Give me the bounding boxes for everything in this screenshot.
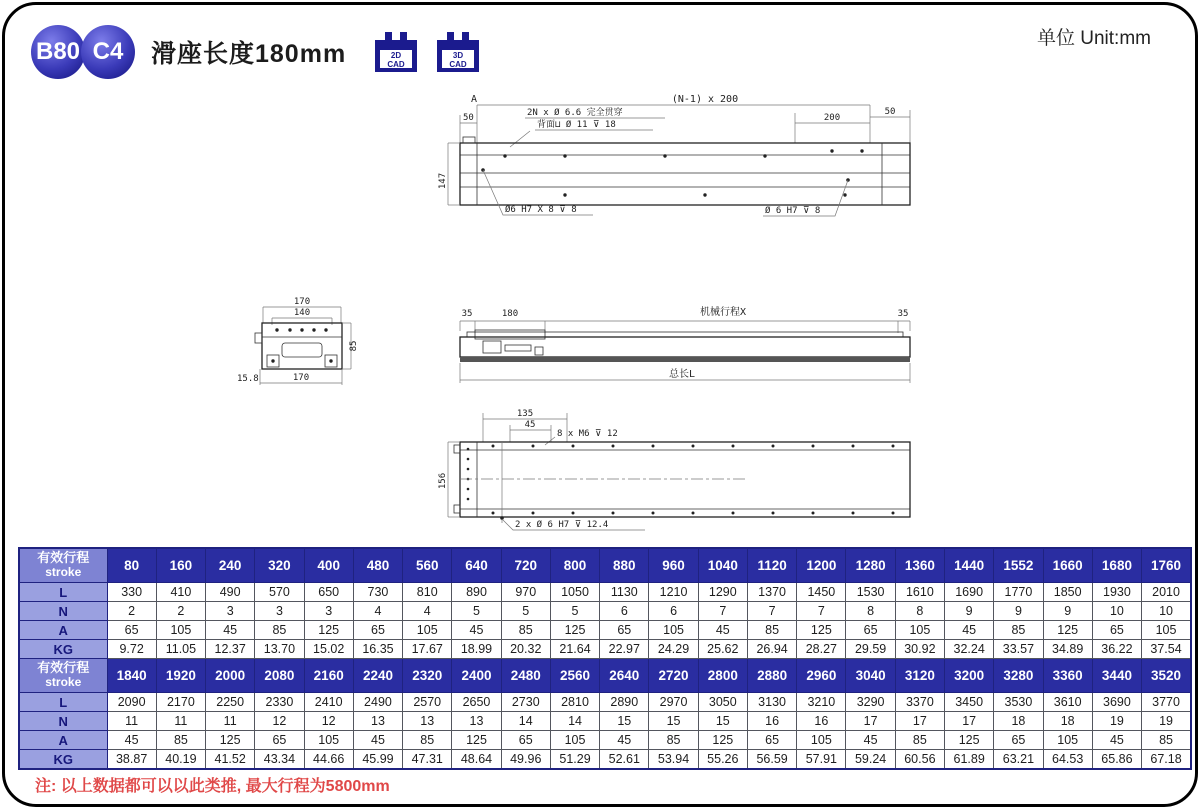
table-cell: 9: [994, 602, 1043, 621]
spec-table: [18, 547, 1192, 770]
table-cell: 2480: [501, 659, 550, 693]
cad-3d-icon[interactable]: [434, 30, 482, 74]
table-cell: 3520: [1142, 659, 1191, 693]
table-cell: 15.02: [304, 640, 353, 659]
table-cell: 105: [797, 731, 846, 750]
table-cell: 125: [206, 731, 255, 750]
table-cell: KG: [19, 750, 107, 770]
table-cell: 2570: [403, 693, 452, 712]
dim-label: 35: [461, 309, 473, 319]
table-cell: 12.37: [206, 640, 255, 659]
dim-label: 45: [524, 420, 536, 430]
table-cell: 13: [403, 712, 452, 731]
table-cell: 125: [550, 621, 599, 640]
table-cell: 65: [747, 731, 796, 750]
table-cell: 2880: [747, 659, 796, 693]
table-cell: 1130: [600, 583, 649, 602]
table-cell: 52.61: [600, 750, 649, 770]
table-cell: 10: [1142, 602, 1191, 621]
table-cell: N: [19, 602, 107, 621]
table-row-N: [19, 712, 1191, 731]
table-cell: A: [19, 621, 107, 640]
table-cell: 105: [550, 731, 599, 750]
table-cell: 2160: [304, 659, 353, 693]
table-cell: 21.64: [550, 640, 599, 659]
table-cell: 56.59: [747, 750, 796, 770]
table-cell: 3290: [846, 693, 895, 712]
table-cell: 24.29: [649, 640, 698, 659]
table-cell: 29.59: [846, 640, 895, 659]
table-cell: 55.26: [698, 750, 747, 770]
table-cell: 10: [1092, 602, 1141, 621]
table-row-KG: [19, 750, 1191, 770]
table-cell: 17: [945, 712, 994, 731]
table-cell: 18: [994, 712, 1043, 731]
dim-label: 170: [293, 297, 311, 307]
table-cell: 14: [501, 712, 550, 731]
table-cell: 1280: [846, 548, 895, 583]
table-cell: 2650: [452, 693, 501, 712]
table-cell: 63.21: [994, 750, 1043, 770]
table-cell: 65: [255, 731, 304, 750]
table-cell: 9.72: [107, 640, 156, 659]
table-cell: 17.67: [403, 640, 452, 659]
cad-3d-label-bottom: CAD: [449, 60, 467, 69]
table-cell: 6: [649, 602, 698, 621]
table-cell: 3450: [945, 693, 994, 712]
table-cell: 3440: [1092, 659, 1141, 693]
table-cell: 11: [107, 712, 156, 731]
table-cell: 410: [156, 583, 205, 602]
table-cell: 14: [550, 712, 599, 731]
table-cell: 4: [353, 602, 402, 621]
table-cell: 2170: [156, 693, 205, 712]
table-cell: 45: [452, 621, 501, 640]
hole-note: Ø6 H7 X 8 ⊽ 8: [505, 205, 577, 215]
footnote: 注: 以上数据都可以以此类推, 最大行程为5800mm: [35, 778, 390, 795]
table-cell: 30.92: [895, 640, 944, 659]
table-cell: 125: [945, 731, 994, 750]
cad-2d-label-bottom: CAD: [387, 60, 405, 69]
table-cell: 650: [304, 583, 353, 602]
table-cell: 2730: [501, 693, 550, 712]
dim-label: 50: [884, 107, 896, 117]
table-cell: 65: [846, 621, 895, 640]
table-cell: 105: [895, 621, 944, 640]
table-cell: 1040: [698, 548, 747, 583]
table-cell: 2330: [255, 693, 304, 712]
table-cell: 44.66: [304, 750, 353, 770]
table-cell: 65: [353, 621, 402, 640]
table-cell: 1840: [107, 659, 156, 693]
table-cell: 45: [107, 731, 156, 750]
table-cell: 6: [600, 602, 649, 621]
table-cell: 36.22: [1092, 640, 1141, 659]
table-cell: 1930: [1092, 583, 1141, 602]
table-cell: 1360: [895, 548, 944, 583]
page-header: [31, 25, 482, 79]
table-cell: 2: [156, 602, 205, 621]
table-cell: 85: [649, 731, 698, 750]
table-cell: 2800: [698, 659, 747, 693]
spec-table-wrap: [18, 547, 1192, 770]
table-cell: 2000: [206, 659, 255, 693]
table-cell: 85: [994, 621, 1043, 640]
table-cell: 25.62: [698, 640, 747, 659]
table-cell: 15: [600, 712, 649, 731]
table-cell: 3: [206, 602, 255, 621]
table-cell: 51.29: [550, 750, 599, 770]
table-cell: L: [19, 583, 107, 602]
table-cell: 13: [353, 712, 402, 731]
dim-label: 156: [438, 472, 448, 490]
table-cell: 125: [452, 731, 501, 750]
table-cell: 1370: [747, 583, 796, 602]
cad-2d-label-top: 2D: [391, 51, 402, 60]
table-cell: 3050: [698, 693, 747, 712]
dim-label: A: [471, 94, 478, 105]
table-cell: 1680: [1092, 548, 1141, 583]
cad-2d-icon[interactable]: [372, 30, 420, 74]
table-cell: 15: [698, 712, 747, 731]
table-cell: 65: [1092, 621, 1141, 640]
table-row-KG: [19, 640, 1191, 659]
table-cell: 2410: [304, 693, 353, 712]
unit-label: 单位 Unit:mm: [1036, 28, 1151, 49]
table-cell: 3690: [1092, 693, 1141, 712]
table-cell: 2640: [600, 659, 649, 693]
table-cell: 45: [945, 621, 994, 640]
hole-note: 背面⊔ Ø 11 ⊽ 18: [537, 120, 616, 130]
table-cell: 1450: [797, 583, 846, 602]
table-cell: 9: [1043, 602, 1092, 621]
hole-note: Ø 6 H7 ⊽ 8: [765, 206, 821, 216]
table-cell: 480: [353, 548, 402, 583]
stroke-dim-label: 机械行程X: [699, 307, 747, 318]
table-cell: 17: [846, 712, 895, 731]
table-cell: 85: [895, 731, 944, 750]
table-cell: 105: [156, 621, 205, 640]
table-row-A: [19, 731, 1191, 750]
table-cell: 48.64: [452, 750, 501, 770]
table-cell: 12: [255, 712, 304, 731]
table-cell: 1050: [550, 583, 599, 602]
table-cell: 810: [403, 583, 452, 602]
dim-label: 147: [438, 172, 448, 190]
table-cell: 7: [797, 602, 846, 621]
table-cell: 3610: [1043, 693, 1092, 712]
dim-label: 180: [501, 309, 519, 319]
table-cell: 3280: [994, 659, 1043, 693]
table-cell: 2400: [452, 659, 501, 693]
dim-label: 135: [516, 409, 534, 419]
table-cell: 3130: [747, 693, 796, 712]
table-cell: 65.86: [1092, 750, 1141, 770]
hole-note: 2N x Ø 6.6 完全贯穿: [527, 108, 623, 118]
dim-label: 35: [897, 309, 909, 319]
table-cell: 45.99: [353, 750, 402, 770]
dim-label: 200: [823, 113, 841, 123]
table-cell: 1440: [945, 548, 994, 583]
table-cell: 11: [206, 712, 255, 731]
table-cell: 7: [698, 602, 747, 621]
table-cell: 3370: [895, 693, 944, 712]
table-cell: 2490: [353, 693, 402, 712]
table-cell: 3360: [1043, 659, 1092, 693]
table-cell: 9: [945, 602, 994, 621]
table-cell: 640: [452, 548, 501, 583]
dim-label: 15.8: [237, 374, 259, 384]
total-length-label: 总长L: [668, 369, 696, 380]
catalog-page: [2, 2, 1198, 807]
table-cell: 47.31: [403, 750, 452, 770]
table-cell: 13.70: [255, 640, 304, 659]
table-cell: 65: [994, 731, 1043, 750]
table-cell: 45: [353, 731, 402, 750]
stroke-label-cell: 有效行程 stroke: [19, 659, 107, 693]
table-cell: N: [19, 712, 107, 731]
table-row-A: [19, 621, 1191, 640]
table-cell: 34.89: [1043, 640, 1092, 659]
cad-buttons: [372, 30, 482, 74]
table-cell: 105: [1142, 621, 1191, 640]
table-cell: 1770: [994, 583, 1043, 602]
table-cell: 85: [156, 731, 205, 750]
table-cell: 800: [550, 548, 599, 583]
table-cell: 570: [255, 583, 304, 602]
table-cell: 2560: [550, 659, 599, 693]
table-cell: 20.32: [501, 640, 550, 659]
table-cell: 64.53: [1043, 750, 1092, 770]
table-cell: 1760: [1142, 548, 1191, 583]
table-cell: 41.52: [206, 750, 255, 770]
table-row-L: [19, 693, 1191, 712]
table-cell: 11.05: [156, 640, 205, 659]
table-cell: 1850: [1043, 583, 1092, 602]
table-cell: 61.89: [945, 750, 994, 770]
table-cell: 2080: [255, 659, 304, 693]
table-cell: 3530: [994, 693, 1043, 712]
table-cell: 3040: [846, 659, 895, 693]
table-cell: 2970: [649, 693, 698, 712]
table-cell: 45: [206, 621, 255, 640]
table-cell: 80: [107, 548, 156, 583]
stroke-header-row: [19, 659, 1191, 693]
table-cell: 32.24: [945, 640, 994, 659]
page-title: 滑座长度180mm: [151, 40, 347, 68]
table-cell: 65: [107, 621, 156, 640]
table-cell: 1552: [994, 548, 1043, 583]
table-cell: 38.87: [107, 750, 156, 770]
table-cell: 125: [698, 731, 747, 750]
table-cell: 105: [403, 621, 452, 640]
cad-3d-label-top: 3D: [453, 51, 464, 60]
table-cell: 730: [353, 583, 402, 602]
table-cell: 49.96: [501, 750, 550, 770]
table-cell: 3: [304, 602, 353, 621]
table-cell: 26.94: [747, 640, 796, 659]
table-cell: 1210: [649, 583, 698, 602]
table-cell: 19: [1092, 712, 1141, 731]
table-cell: 5: [452, 602, 501, 621]
table-cell: 85: [403, 731, 452, 750]
table-cell: 2240: [353, 659, 402, 693]
table-cell: 8: [846, 602, 895, 621]
table-cell: 16: [747, 712, 796, 731]
table-cell: 320: [255, 548, 304, 583]
table-cell: 125: [1043, 621, 1092, 640]
table-cell: 15: [649, 712, 698, 731]
table-cell: 65: [600, 621, 649, 640]
table-cell: 1200: [797, 548, 846, 583]
table-cell: 33.57: [994, 640, 1043, 659]
table-cell: 1920: [156, 659, 205, 693]
table-cell: 2090: [107, 693, 156, 712]
table-cell: 330: [107, 583, 156, 602]
table-cell: 490: [206, 583, 255, 602]
table-cell: 880: [600, 548, 649, 583]
table-cell: 19: [1142, 712, 1191, 731]
table-cell: 2010: [1142, 583, 1191, 602]
table-cell: 85: [1142, 731, 1191, 750]
table-cell: L: [19, 693, 107, 712]
series-badge: B80: [31, 25, 85, 79]
table-cell: 22.97: [600, 640, 649, 659]
table-cell: 65: [501, 731, 550, 750]
table-cell: 240: [206, 548, 255, 583]
table-cell: 1120: [747, 548, 796, 583]
stroke-header-row: [19, 548, 1191, 583]
table-cell: 85: [255, 621, 304, 640]
table-cell: 40.19: [156, 750, 205, 770]
table-cell: 720: [501, 548, 550, 583]
table-cell: 970: [501, 583, 550, 602]
table-cell: 2720: [649, 659, 698, 693]
dim-label: 85: [349, 340, 359, 352]
table-cell: 45: [600, 731, 649, 750]
table-cell: 16: [797, 712, 846, 731]
table-cell: 3200: [945, 659, 994, 693]
table-cell: 85: [501, 621, 550, 640]
table-cell: 43.34: [255, 750, 304, 770]
dim-label: 140: [293, 308, 311, 318]
table-cell: 12: [304, 712, 353, 731]
model-badge: C4: [81, 25, 135, 79]
table-cell: 1690: [945, 583, 994, 602]
table-cell: 125: [304, 621, 353, 640]
table-cell: 2890: [600, 693, 649, 712]
table-cell: 890: [452, 583, 501, 602]
dim-label: (N-1) x 200: [671, 94, 739, 105]
table-cell: 37.54: [1142, 640, 1191, 659]
table-cell: A: [19, 731, 107, 750]
table-cell: 5: [550, 602, 599, 621]
hole-note: 2 x Ø 6 H7 ⊽ 12.4: [515, 520, 609, 530]
table-cell: 960: [649, 548, 698, 583]
table-cell: 1530: [846, 583, 895, 602]
table-cell: 60.56: [895, 750, 944, 770]
table-cell: 57.91: [797, 750, 846, 770]
table-cell: 1660: [1043, 548, 1092, 583]
table-row-N: [19, 602, 1191, 621]
table-cell: 8: [895, 602, 944, 621]
table-cell: 53.94: [649, 750, 698, 770]
table-cell: 2810: [550, 693, 599, 712]
table-cell: 67.18: [1142, 750, 1191, 770]
table-cell: 2: [107, 602, 156, 621]
table-cell: 45: [698, 621, 747, 640]
table-cell: 160: [156, 548, 205, 583]
table-cell: 560: [403, 548, 452, 583]
table-cell: 105: [1043, 731, 1092, 750]
table-cell: KG: [19, 640, 107, 659]
table-cell: 45: [846, 731, 895, 750]
table-row-L: [19, 583, 1191, 602]
table-cell: 59.24: [846, 750, 895, 770]
table-cell: 105: [649, 621, 698, 640]
table-cell: 85: [747, 621, 796, 640]
table-cell: 18: [1043, 712, 1092, 731]
table-cell: 3770: [1142, 693, 1191, 712]
tap-note: 8 x M6 ⊽ 12: [557, 429, 618, 439]
table-cell: 1610: [895, 583, 944, 602]
table-cell: 11: [156, 712, 205, 731]
table-cell: 400: [304, 548, 353, 583]
table-cell: 2320: [403, 659, 452, 693]
table-cell: 1290: [698, 583, 747, 602]
table-cell: 125: [797, 621, 846, 640]
stroke-label-cell: 有效行程 stroke: [19, 548, 107, 583]
table-cell: 2960: [797, 659, 846, 693]
table-cell: 3120: [895, 659, 944, 693]
table-cell: 5: [501, 602, 550, 621]
table-cell: 16.35: [353, 640, 402, 659]
dim-label: 50: [463, 113, 474, 123]
table-cell: 45: [1092, 731, 1141, 750]
table-cell: 13: [452, 712, 501, 731]
table-cell: 2250: [206, 693, 255, 712]
table-cell: 105: [304, 731, 353, 750]
table-cell: 3: [255, 602, 304, 621]
table-cell: 18.99: [452, 640, 501, 659]
dim-label: 170: [292, 373, 310, 383]
table-cell: 4: [403, 602, 452, 621]
table-cell: 7: [747, 602, 796, 621]
table-cell: 3210: [797, 693, 846, 712]
table-cell: 17: [895, 712, 944, 731]
table-cell: 28.27: [797, 640, 846, 659]
technical-drawings: [5, 85, 1198, 547]
